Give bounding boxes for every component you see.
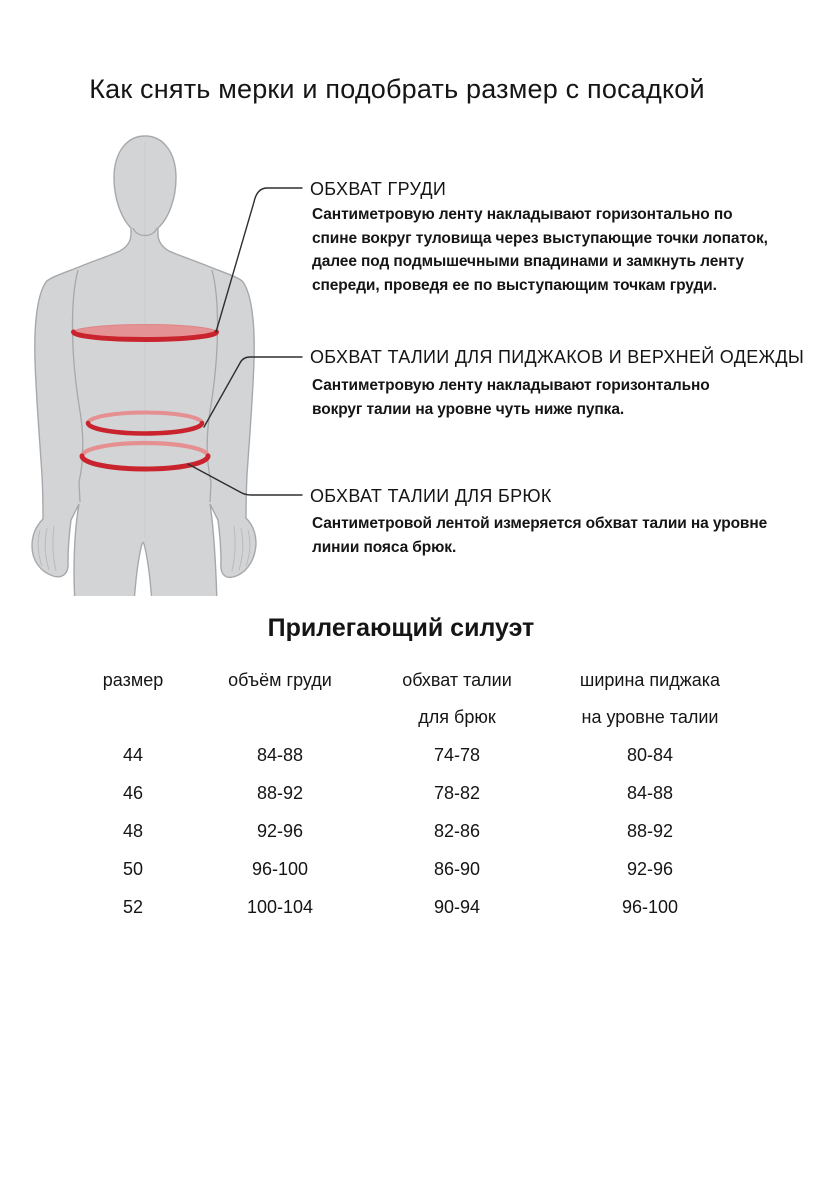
measurement-description-jacket-waist [312, 374, 710, 421]
size-table [65, 662, 755, 926]
table-row [65, 774, 755, 812]
column-header-jacket-width: ширина пиджака [579, 670, 721, 690]
jacket-width-range: 84-88 [626, 783, 674, 803]
column-header-chest: объём груди [228, 670, 332, 690]
description-line: Сантиметровую ленту накладывают горизонтально [312, 377, 710, 394]
measurement-description-chest [312, 203, 768, 297]
description-line: линии пояса брюк. [312, 538, 457, 556]
chest-range: 100-104 [246, 897, 314, 917]
size-value: 48 [122, 821, 144, 841]
chest-range: 96-100 [251, 859, 309, 879]
column-header-waist-line2: для брюк [418, 707, 496, 727]
table-row [65, 850, 755, 888]
size-value: 44 [122, 745, 144, 765]
size-value: 46 [122, 783, 144, 803]
column-header-size-line2 [65, 699, 201, 736]
table-header-row-1 [65, 662, 755, 699]
column-header-size: размер [102, 670, 164, 690]
chest-range: 92-96 [256, 821, 304, 841]
chest-range: 84-88 [256, 745, 304, 765]
jacket-width-range: 96-100 [621, 897, 679, 917]
column-header-waist: обхват талии [402, 670, 512, 690]
column-header-jacket-width-line2: на уровне талии [581, 707, 719, 727]
male-silhouette [32, 136, 256, 596]
description-line: спине вокруг туловища через выступающие точки лопаток, [312, 229, 768, 247]
jacket-width-range: 92-96 [626, 859, 674, 879]
measurement-label-chest: ОБХВАТ ГРУДИ [310, 179, 447, 199]
description-line: далее под подмышечными впадинами и замкнуть ленту [312, 253, 744, 270]
size-value: 52 [122, 897, 144, 917]
measurement-label-jacket-waist: ОБХВАТ ТАЛИИ ДЛЯ ПИДЖАКОВ И ВЕРХНЕЙ ОДЕЖДЫ [310, 347, 805, 367]
waist-range: 74-78 [433, 745, 481, 765]
waist-range: 82-86 [433, 821, 481, 841]
page-title: Как снять мерки и подобрать размер с посадкой [89, 74, 705, 104]
waist-range: 90-94 [433, 897, 481, 917]
size-table-title: Прилегающий силуэт [267, 614, 535, 642]
waist-range: 78-82 [433, 783, 481, 803]
jacket-width-range: 88-92 [626, 821, 674, 841]
description-line: Сантиметровой лентой измеряется обхват талии на уровне [312, 515, 768, 532]
chest-range: 88-92 [256, 783, 304, 803]
description-line: Сантиметровую ленту накладывают горизонтально по [312, 206, 733, 223]
table-header-row-2 [65, 699, 755, 736]
description-line: спереди, проведя ее по выступающим точкам груди. [312, 276, 717, 294]
measurement-description-trouser-waist [312, 512, 767, 559]
column-header-chest-line2 [201, 699, 359, 736]
size-value: 50 [122, 859, 144, 879]
jacket-width-range: 80-84 [626, 745, 674, 765]
waist-range: 86-90 [433, 859, 481, 879]
table-row [65, 736, 755, 774]
measurement-label-trouser-waist: ОБХВАТ ТАЛИИ ДЛЯ БРЮК [310, 486, 552, 506]
table-row [65, 888, 755, 926]
description-line: вокруг талии на уровне чуть ниже пупка. [312, 400, 625, 418]
table-row [65, 812, 755, 850]
